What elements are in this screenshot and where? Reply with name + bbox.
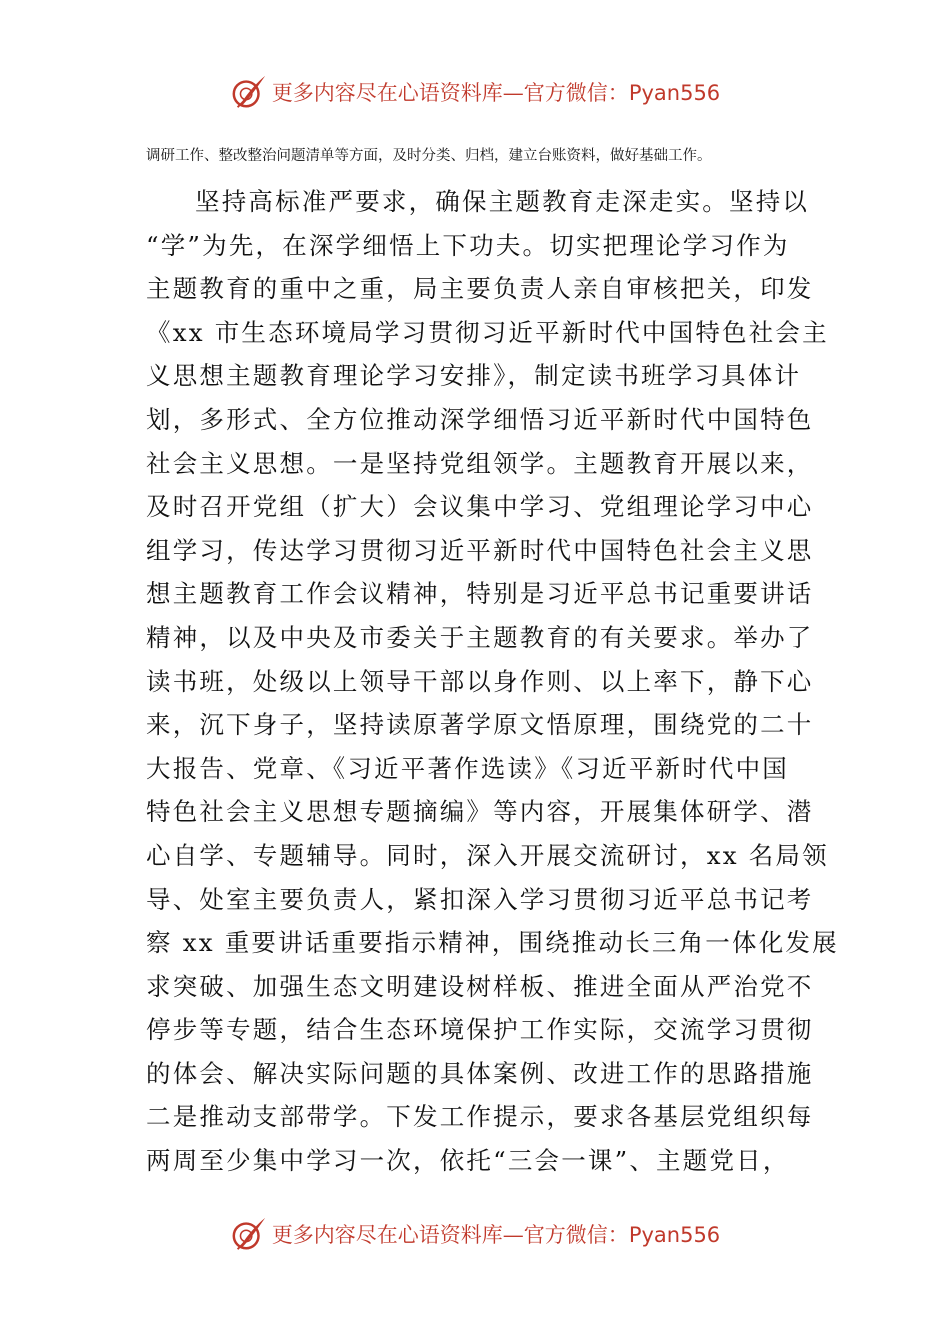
quill-logo-icon <box>230 73 268 111</box>
paragraph-line: 及时召开党组（扩大）会议集中学习、党组理论学习中心 <box>146 492 814 522</box>
paragraph-line: 二是推动支部带学。下发工作提示，要求各基层党组织每 <box>146 1102 814 1132</box>
banner-text <box>272 77 720 107</box>
lead-paragraph-tail: 调研工作、整改整治问题清单等方面，及时分类、归档，建立台账资料，做好基础工作。 <box>146 148 712 164</box>
paragraph-line: 停步等专题，结合生态环境保护工作实际，交流学习贯彻 <box>146 1015 814 1045</box>
paragraph-line: 读书班，处级以上领导干部以身作则、以上率下，静下心 <box>146 666 814 696</box>
main-paragraph <box>146 180 839 1183</box>
footer-banner <box>0 1214 950 1254</box>
paragraph-line: “学”为先，在深学细悟上下功夫。切实把理论学习作为 <box>146 230 790 260</box>
paragraph-line: 想主题教育工作会议精神，特别是习近平总书记重要讲话 <box>146 579 814 609</box>
banner-wechat-id: Pyan556 <box>628 1223 721 1247</box>
paragraph-line: 来，沉下身子，坚持读原著学原文悟原理，围绕党的二十 <box>146 710 814 740</box>
paragraph-line: 求突破、加强生态文明建设树样板、推进全面从严治党不 <box>146 971 814 1001</box>
paragraph-line: 导、处室主要负责人，紧扣深入学习贯彻习近平总书记考 <box>146 884 814 914</box>
paragraph-line: 《xx 市生态环境局学习贯彻习近平新时代中国特色社会主 <box>146 317 829 347</box>
paragraph-line: 察 xx 重要讲话重要指示精神，围绕推动长三角一体化发展 <box>146 928 839 958</box>
banner-text <box>272 1219 720 1249</box>
banner-title: 更多内容尽在心语资料库—官方微信： <box>271 81 629 105</box>
paragraph-line: 的体会、解决实际问题的具体案例、改进工作的思路措施 <box>146 1058 814 1088</box>
paragraph-line: 组学习，传达学习贯彻习近平新时代中国特色社会主义思 <box>146 535 814 565</box>
paragraph-line: 主题教育的重中之重，局主要负责人亲自审核把关，印发 <box>146 274 814 304</box>
paragraph-line: 划，多形式、全方位推动深学细悟习近平新时代中国特色 <box>146 404 814 434</box>
paragraph-line: 两周至少集中学习一次，依托“三会一课”、主题党日， <box>146 1146 790 1176</box>
paragraph-line: 精神，以及中央及市委关于主题教育的有关要求。举办了 <box>146 622 814 652</box>
paragraph-line: 特色社会主义思想专题摘编》等内容，开展集体研学、潜 <box>146 797 814 827</box>
quill-logo-icon <box>230 1215 268 1253</box>
paragraph-line: 心自学、专题辅导。同时，深入开展交流研讨，xx 名局领 <box>146 840 829 870</box>
paragraph-line: 大报告、党章、《习近平著作选读》《习近平新时代中国 <box>146 753 789 783</box>
header-banner <box>0 72 950 112</box>
paragraph-line: 社会主义思想。一是坚持党组领学。主题教育开展以来， <box>146 448 814 478</box>
banner-title: 更多内容尽在心语资料库—官方微信： <box>271 1223 629 1247</box>
banner-wechat-id: Pyan556 <box>628 81 721 105</box>
paragraph-line: 义思想主题教育理论学习安排》，制定读书班学习具体计 <box>146 361 802 391</box>
paragraph-line: 坚持高标准严要求，确保主题教育走深走实。坚持以 <box>195 187 810 216</box>
